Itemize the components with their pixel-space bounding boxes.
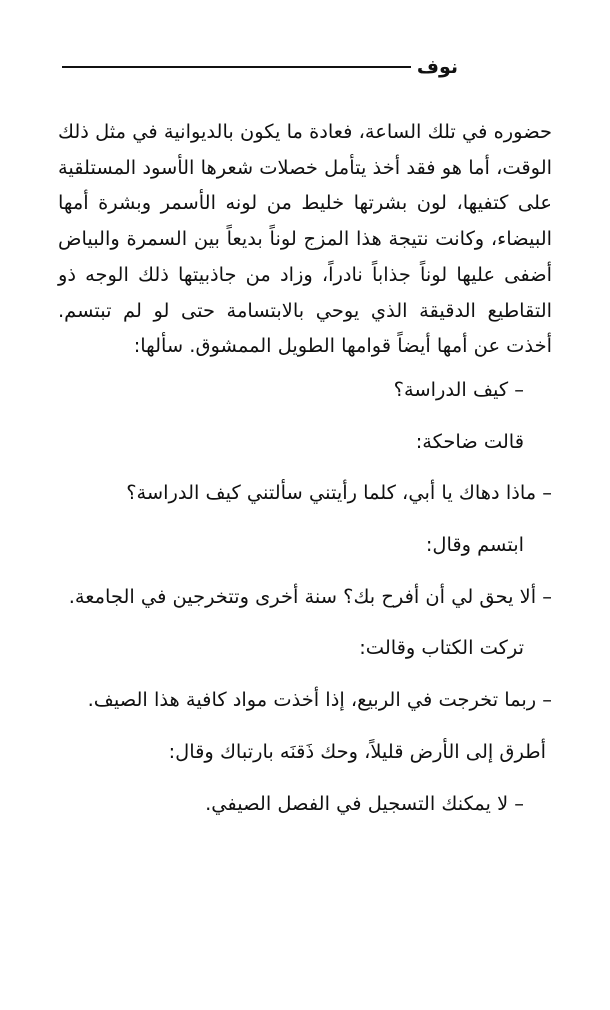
narration-line: تركت الكتاب وقالت: [359,636,524,660]
dialogue-line: – كيف الدراسة؟ [393,377,524,401]
narration-line: ابتسم وقال: [425,533,524,557]
dialogue-line: – ربما تخرجت في الربيع، إذا أخذت مواد كافية هذا الصيف. [87,688,552,712]
page-header [62,52,458,82]
running-title: نوف [416,56,458,78]
narration-line: قالت ضاحكة: [415,429,524,453]
header-rule [62,66,411,68]
narration-line: أطرق إلى الأرض قليلاً، وحك ذَقنَه بارتباك وقال: [168,739,546,763]
dialogue-line: – لا يمكنك التسجيل في الفصل الصيفي. [205,791,524,815]
page-body [58,114,552,837]
dialogue-line: – ماذا دهاك يا أبي، كلما رأيتني سألتني كيف الدراسة؟ [126,481,552,505]
paragraph: حضوره في تلك الساعة، فعادة ما يكون بالديوانية في مثل ذلك الوقت، أما هو فقد أخذ يتأمل خصلات شعرها الأسود المستلقية على كتفيها، لون بشرتها خليط من لونه الأسمر وبشرة أمها البيضاء، وكانت نتيجة هذا المزج لوناً بديعاً بين السمرة والبياض أضفى عليها لوناً جذاباً نادراً، وزاد من جاذبيتها ذلك الوجه ذو التقاطيع الدقيقة الذي يوحي بالابتسامة حتى لو لم تبتسم. أخذت عن أمها أيضاً قوامها الطويل الممشوق. سألها: [58,120,552,358]
dialogue-line: – ألا يحق لي أن أفرح بك؟ سنة أخرى وتتخرجين في الجامعة. [68,584,552,608]
